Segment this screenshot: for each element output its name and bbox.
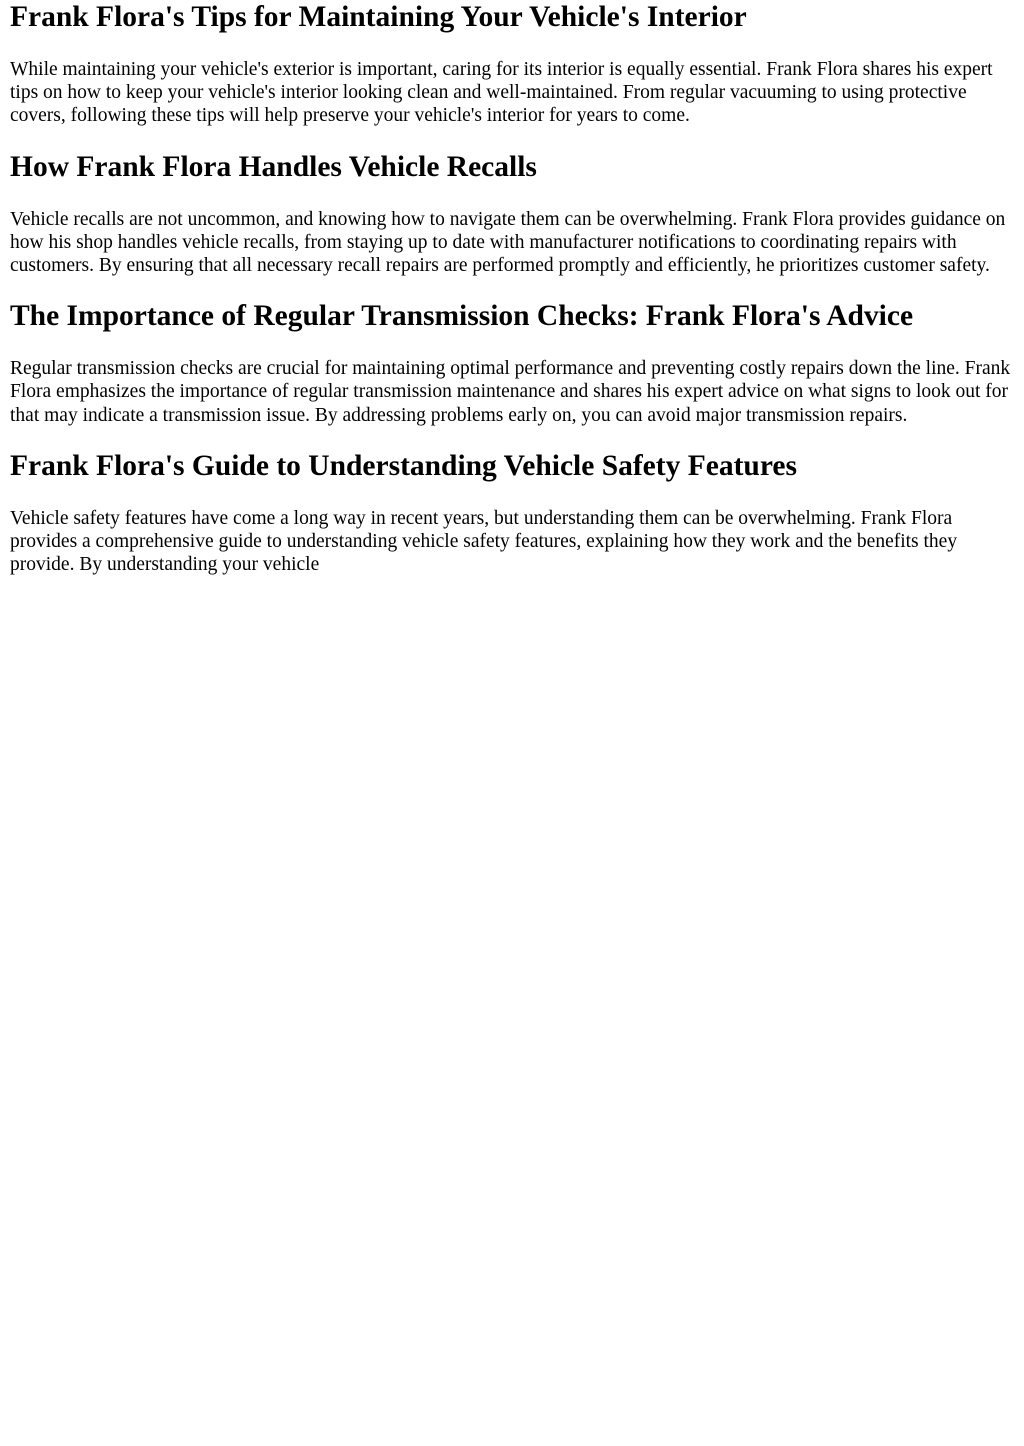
section-paragraph: Regular transmission checks are crucial for maintaining optimal performance and preventing costly repairs down the line. Frank Flora emphasizes the importance of regular transmission maintenance and shares his expert advice on what signs to look out for that may indicate a transmission issue. By addressing problems early on, you can avoid major transmission repairs. (10, 358, 1011, 426)
article (0, 0, 1024, 576)
section-transmission-checks (10, 299, 1014, 427)
section-paragraph: While maintaining your vehicle's exterior is important, caring for its interior is equally essential. Frank Flora shares his expert tips on how to keep your vehicle's interior looking clean and well-maintained. From regular vacuuming to using protective covers, following these tips will help preserve your vehicle's interior for years to come. (10, 59, 993, 127)
section-heading: Frank Flora's Tips for Maintaining Your Vehicle's Interior (10, 1, 747, 33)
section-heading: The Importance of Regular Transmission Checks: Frank Flora's Advice (10, 300, 914, 333)
section-safety-features (10, 449, 1014, 577)
section-paragraph: Vehicle recalls are not uncommon, and knowing how to navigate them can be overwhelming. Frank Flora provides guidance on how his shop handles vehicle recalls, from staying up to date with manufacturer notifications to coordinating repairs with customers. By ensuring that all necessary recall repairs are performed promptly and efficiently, he prioritizes customer safety. (10, 208, 1006, 277)
section-vehicle-recalls (10, 150, 1014, 278)
section-heading: How Frank Flora Handles Vehicle Recalls (10, 150, 537, 183)
section-heading: Frank Flora's Guide to Understanding Vehicle Safety Features (10, 449, 797, 482)
section-paragraph: Vehicle safety features have come a long way in recent years, but understanding them can be overwhelming. Frank Flora provides a comprehensive guide to understanding vehicle safety features, explaining how they work and the benefits they provide. By understanding your vehicle (10, 507, 958, 576)
section-interior-tips (10, 0, 1014, 128)
